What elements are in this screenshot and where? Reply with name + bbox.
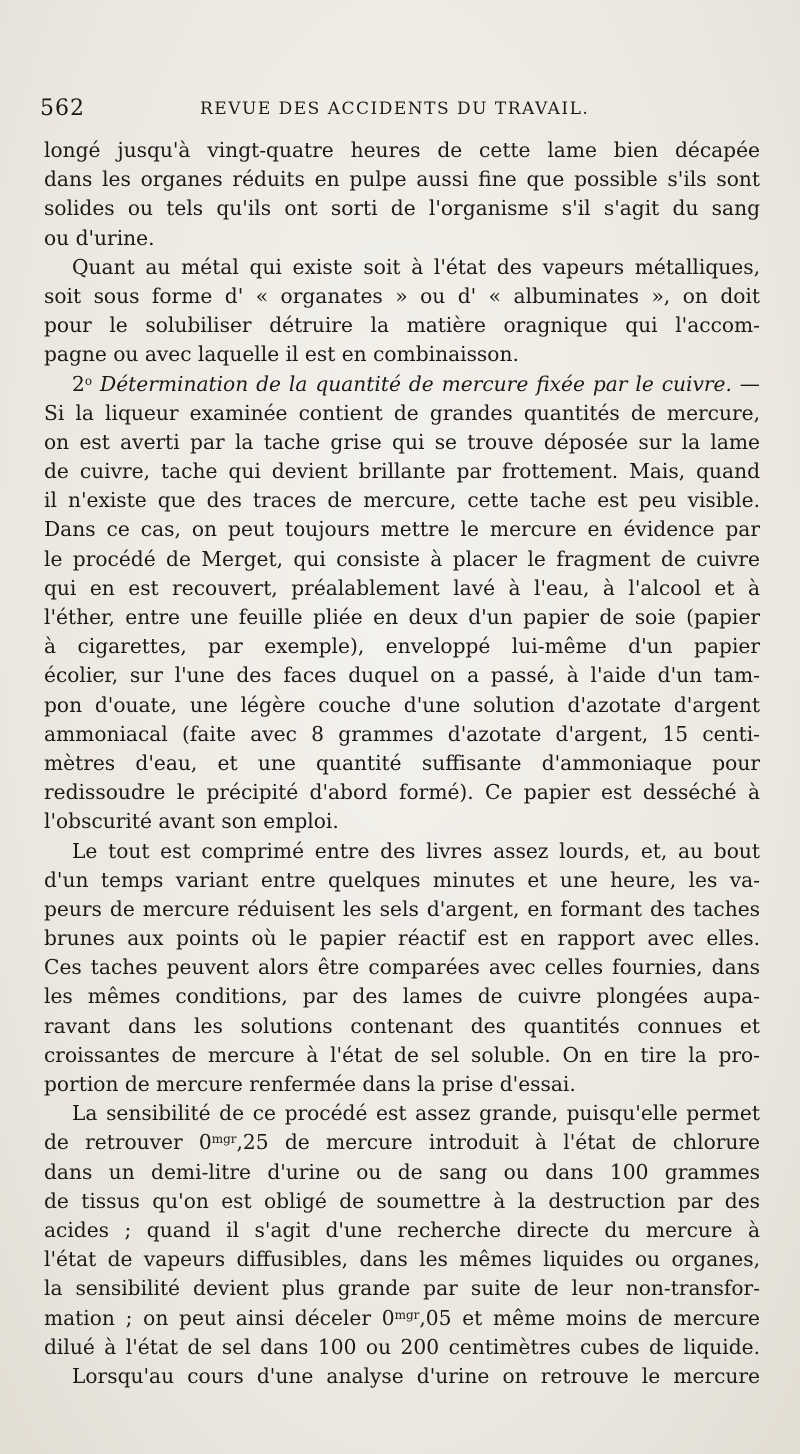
text-line: l'éther, entre une feuille pliée en deux d'un papier de soie (papier bbox=[44, 605, 760, 629]
text-line: ravant dans les solutions contenant des quantités connues et bbox=[44, 1013, 760, 1038]
text-fragment: ,25 de mercure introduit à l'état de chlorure bbox=[236, 1130, 760, 1155]
text-line: à cigarettes, par exemple), enveloppé lui-même d'un papier bbox=[44, 634, 760, 659]
text-fragment: — bbox=[731, 371, 760, 396]
text-line: Si la liqueur examinée contient de grandes quantités de mercure, bbox=[44, 400, 760, 425]
text-line bbox=[44, 1128, 760, 1157]
text-line: brunes aux points où le papier réactif est en rapport avec elles. bbox=[44, 926, 760, 951]
text-line: soit sous forme d' « organates » ou d' « albuminates », on doit bbox=[44, 283, 760, 308]
text-line: pagne ou avec laquelle il est en combinaisson. bbox=[44, 342, 519, 367]
superscript: mgr bbox=[211, 1132, 237, 1147]
text-line: écolier, sur l'une des faces duquel on a passé, à l'aide d'un tam- bbox=[44, 663, 760, 688]
text-line: solides ou tels qu'ils ont sorti de l'organisme s'il s'agit du sang bbox=[44, 196, 760, 221]
superscript: mgr bbox=[394, 1307, 420, 1322]
text-line: les mêmes conditions, par des lames de cuivre plongées aupa- bbox=[44, 984, 760, 1009]
text-line: l'obscurité avant son emploi. bbox=[44, 809, 339, 834]
text-line: portion de mercure renfermée dans la prise d'essai. bbox=[44, 1072, 576, 1096]
text-line: ammoniacal (faite avec 8 grammes d'azotate d'argent, 15 centi- bbox=[44, 721, 760, 746]
section-heading-italic: Détermination de la quantité de mercure fixée par le cuivre. bbox=[92, 371, 732, 396]
text-line: acides ; quand il s'agit d'une recherche directe du mercure à bbox=[44, 1217, 760, 1242]
text-line: croissantes de mercure à l'état de sel soluble. On en tire la pro- bbox=[44, 1042, 760, 1067]
text-line: de cuivre, tache qui devient brillante par frottement. Mais, quand bbox=[44, 459, 760, 484]
text-line: la sensibilité devient plus grande par suite de leur non-transfor- bbox=[44, 1276, 760, 1301]
text-line: Ces taches peuvent alors être comparées avec celles fournies, dans bbox=[44, 955, 760, 980]
text-line: le procédé de Merget, qui consiste à placer le fragment de cuivre bbox=[44, 546, 760, 571]
text-line: Le tout est comprimé entre des livres assez lourds, et, au bout bbox=[72, 838, 760, 863]
text-line: Quant au métal qui existe soit à l'état des vapeurs métalliques, bbox=[72, 254, 760, 279]
text-line: mètres d'eau, et une quantité suffisante d'ammoniaque pour bbox=[44, 750, 760, 775]
text-line: ou d'urine. bbox=[44, 225, 155, 250]
text-line: l'état de vapeurs diffusibles, dans les mêmes liquides ou organes, bbox=[44, 1247, 760, 1272]
page-number: 562 bbox=[40, 96, 85, 121]
text-line: dans les organes réduits en pulpe aussi fine que possible s'ils sont bbox=[44, 167, 760, 192]
text-fragment: mation ; on peut ainsi déceler 0 bbox=[44, 1305, 395, 1330]
text-line: qui en est recouvert, préalablement lavé à l'eau, à l'alcool et à bbox=[44, 575, 760, 600]
text-line bbox=[44, 370, 760, 399]
text-line: de tissus qu'on est obligé de soumettre à la destruction par des bbox=[44, 1188, 760, 1213]
page-header bbox=[40, 96, 740, 126]
text-fragment: ,05 et même moins de mercure bbox=[419, 1305, 760, 1330]
text-fragment: de retrouver 0 bbox=[44, 1130, 212, 1155]
text-line: Lorsqu'au cours d'une analyse d'urine on retrouve le mercure bbox=[72, 1363, 760, 1388]
text-line bbox=[44, 1304, 760, 1333]
text-line: pour le solubiliser détruire la matière oragnique qui l'accom- bbox=[44, 313, 760, 338]
superscript: o bbox=[84, 373, 93, 388]
text-line: il n'existe que des traces de mercure, cette tache est peu visible. bbox=[44, 488, 760, 513]
text-line: peurs de mercure réduisent les sels d'argent, en formant des taches bbox=[44, 896, 760, 921]
text-line: dilué à l'état de sel dans 100 ou 200 centimètres cubes de liquide. bbox=[44, 1334, 760, 1359]
body-text bbox=[44, 136, 760, 1436]
text-line: dans un demi-litre d'urine ou de sang ou dans 100 grammes bbox=[44, 1159, 760, 1184]
text-line: on est averti par la tache grise qui se trouve déposée sur la lame bbox=[44, 429, 760, 454]
text-line: d'un temps variant entre quelques minutes et une heure, les va- bbox=[44, 867, 760, 892]
text-line: La sensibilité de ce procédé est assez grande, puisqu'elle permet bbox=[72, 1101, 760, 1126]
text-fragment: 2 bbox=[72, 371, 85, 396]
running-title: REVUE DES ACCIDENTS DU TRAVAIL. bbox=[200, 99, 590, 119]
text-line: longé jusqu'à vingt-quatre heures de cette lame bien décapée bbox=[44, 138, 760, 162]
text-line: redissoudre le précipité d'abord formé). Ce papier est desséché à bbox=[44, 780, 760, 805]
text-line: Dans ce cas, on peut toujours mettre le mercure en évidence par bbox=[44, 517, 760, 542]
text-line: pon d'ouate, une légère couche d'une solution d'azotate d'argent bbox=[44, 692, 760, 717]
